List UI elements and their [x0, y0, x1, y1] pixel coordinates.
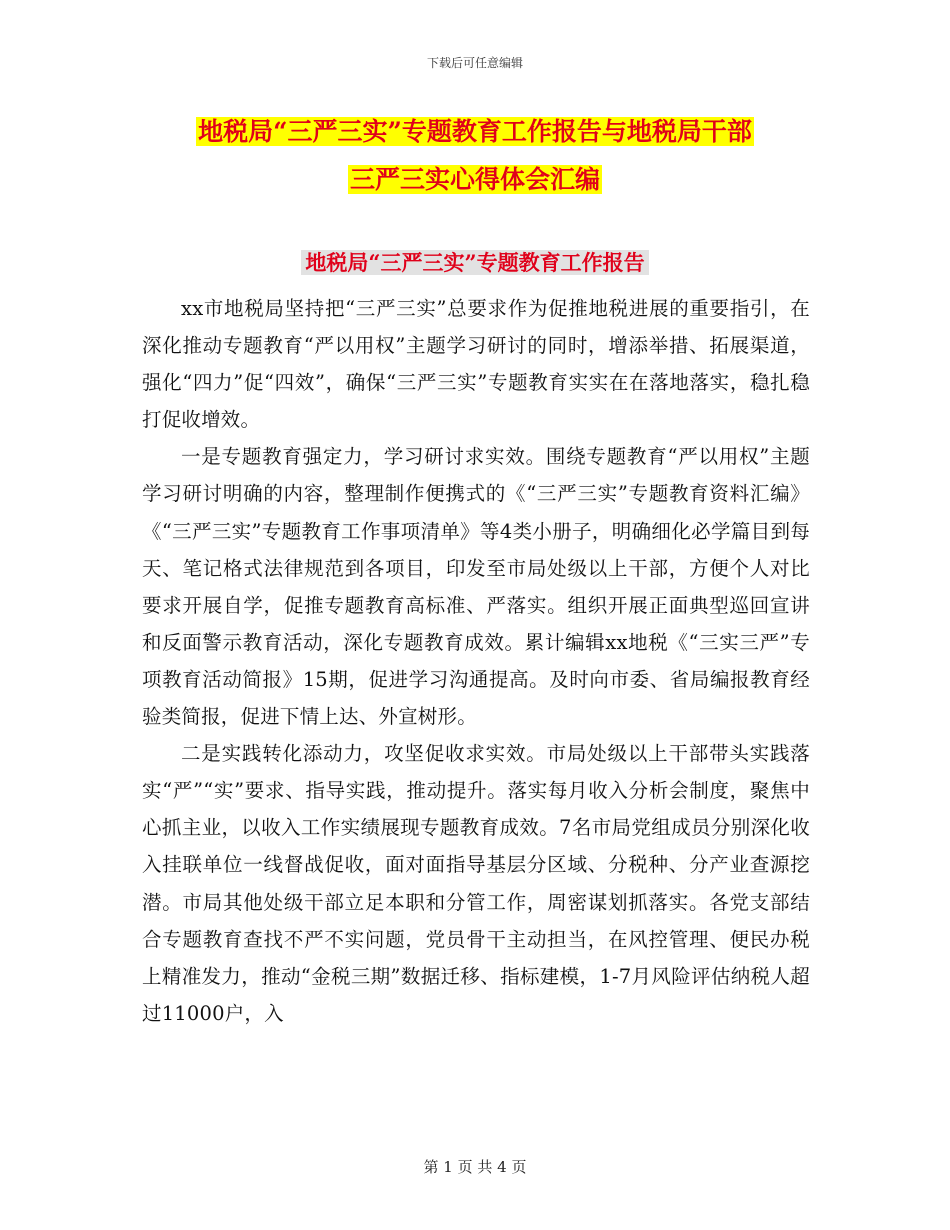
document-title	[0, 108, 950, 204]
page-header-note: 下载后可任意编辑	[426, 56, 523, 70]
document-title-line-2-text: 三严三实心得体会汇编	[349, 165, 600, 194]
section-heading-text: 地税局“三严三实”专题教育工作报告	[301, 250, 648, 275]
section-heading	[0, 243, 950, 283]
body-paragraph-one: 一是专题教育强定力，学习研讨求实效。围绕专题教育“严以用权”主题学习研讨明确的内容，整理制作便携式的《“三严三实”专题教育资料汇编》《“三严三实”专题教育工作事项清单》等4类小册子，明确细化必学篇目到每天、笔记格式法律规范到各项目，印发至市局处级以上干部，方便个人对比要求开展自学，促推专题教育高标准、严落实。组织开展正面典型巡回宣讲和反面警示教育活动，深化专题教育成效。累计编辑xx地税《“三实三严”专项教育活动简报》15期，促进学习沟通提高。及时向市委、省局编报教育经验类简报，促进下情上达、外宣树形。	[142, 445, 810, 729]
document-body	[142, 290, 810, 1032]
body-paragraph-intro: xx市地税局坚持把“三严三实”总要求作为促推地税进展的重要指引，在深化推动专题教育“严以用权”主题学习研讨的同时，增添举措、拓展渠道，强化“四力”促“四效”，确保“三严三实”专题教育实实在在落地落实，稳扎稳打促收增效。	[142, 297, 810, 432]
document-title-line-1	[0, 108, 950, 156]
page-footer: 第 1 页 共 4 页	[423, 1158, 527, 1176]
body-paragraph-two: 二是实践转化添动力，攻坚促收求实效。市局处级以上干部带头实践落实“严”“实”要求、指导实践，推动提升。落实每月收入分析会制度，聚焦中心抓主业，以收入工作实绩展现专题教育成效。7名市局党组成员分别深化收入挂联单位一线督战促收，面对面指导基层分区域、分税种、分产业查源挖潜。市局其他处级干部立足本职和分管工作，周密谋划抓落实。各党支部结合专题教育查找不严不实问题，党员骨干主动担当，在风控管理、便民办税上精准发力，推动“金税三期”数据迁移、指标建模，1-7月风险评估纳税人超过11000户，入	[142, 742, 810, 1025]
document-title-line-1-text: 地税局“三严三实”专题教育工作报告与地税局干部	[198, 117, 752, 146]
document-title-line-2	[0, 156, 950, 204]
